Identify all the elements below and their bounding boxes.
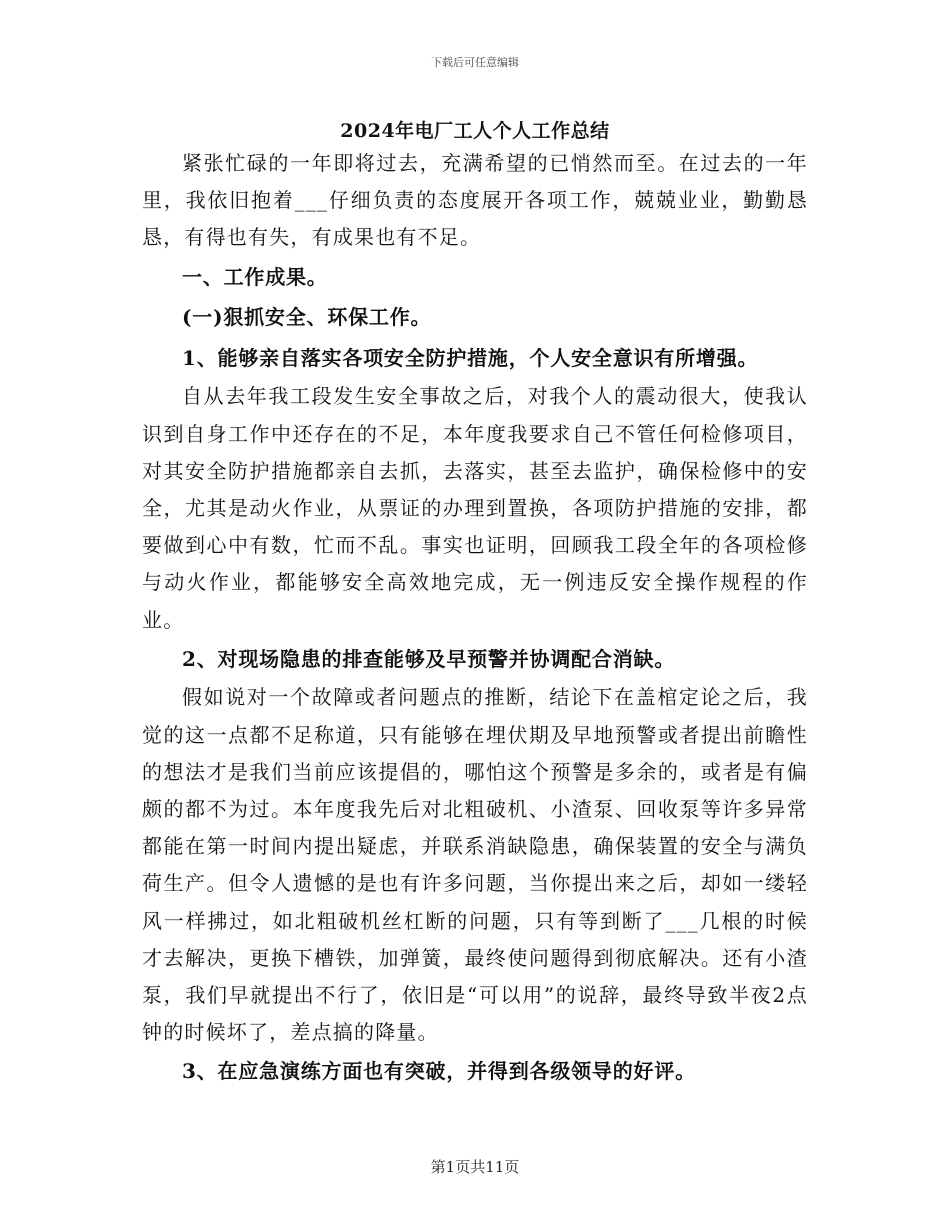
section-heading-achievements: 一、工作成果。 (182, 264, 328, 289)
item-paragraph-1: 自从去年我工段发生安全事故之后，对我个人的震动很大，使我认识到自身工作中还存在的不足，本年度我要求自己不管任何检修项目，对其安全防护措施都亲自去抓，去落实，甚至去监护，确保检修中的安全，尤其是动火作业，从票证的办理到置换，各项防护措施的安排，都要做到心中有数，忙而不乱。事实也证明，回顾我工段全年的各项检修与动火作业，都能够安全高效地完成，无一例违反安全操作规程的作业。 (142, 384, 808, 632)
item-heading-2: 2、对现场隐患的排查能够及早预警并协调配合消缺。 (182, 646, 676, 671)
page-number: 第1页共11页 (430, 1158, 520, 1176)
subsection-heading-safety: (一)狠抓安全、环保工作。 (182, 305, 432, 330)
item-heading-1: 1、能够亲自落实各项安全防护措施，个人安全意识有所增强。 (182, 345, 759, 370)
document-body (142, 145, 808, 1092)
item-heading-3: 3、在应急演练方面也有突破，并得到各级领导的好评。 (182, 1059, 696, 1084)
item-paragraph-2: 假如说对一个故障或者问题点的推断，结论下在盖棺定论之后，我觉的这一点都不足称道，只有能够在埋伏期及早地预警或者提出前瞻性的想法才是我们当前应该提倡的，哪怕这个预警是多余的，或者是有偏颇的都不为过。本年度我先后对北粗破机、小渣泵、回收泵等许多异常都能在第一时间内提出疑虑，并联系消缺隐患，确保装置的安全与满负荷生产。但令人遗憾的是也有许多问题，当你提出来之后，却如一缕轻风一样拂过，如北粗破机丝杠断的问题，只有等到断了___几根的时候才去解决，更换下槽铁，加弹簧，最终使问题得到彻底解决。还有小渣泵，我们早就提出不行了，依旧是“可以用”的说辞，最终导致半夜2点钟的时候坏了，差点搞的降量。 (142, 685, 808, 1045)
document-title: 2024年电厂工人个人工作总结 (340, 120, 610, 142)
intro-paragraph: 紧张忙碌的一年即将过去，充满希望的已悄然而至。在过去的一年里，我依旧抱着___仔细负责的态度展开各项工作，兢兢业业，勤勤恳恳，有得也有失，有成果也有不足。 (142, 151, 808, 250)
header-note: 下载后可任意编辑 (431, 56, 519, 69)
